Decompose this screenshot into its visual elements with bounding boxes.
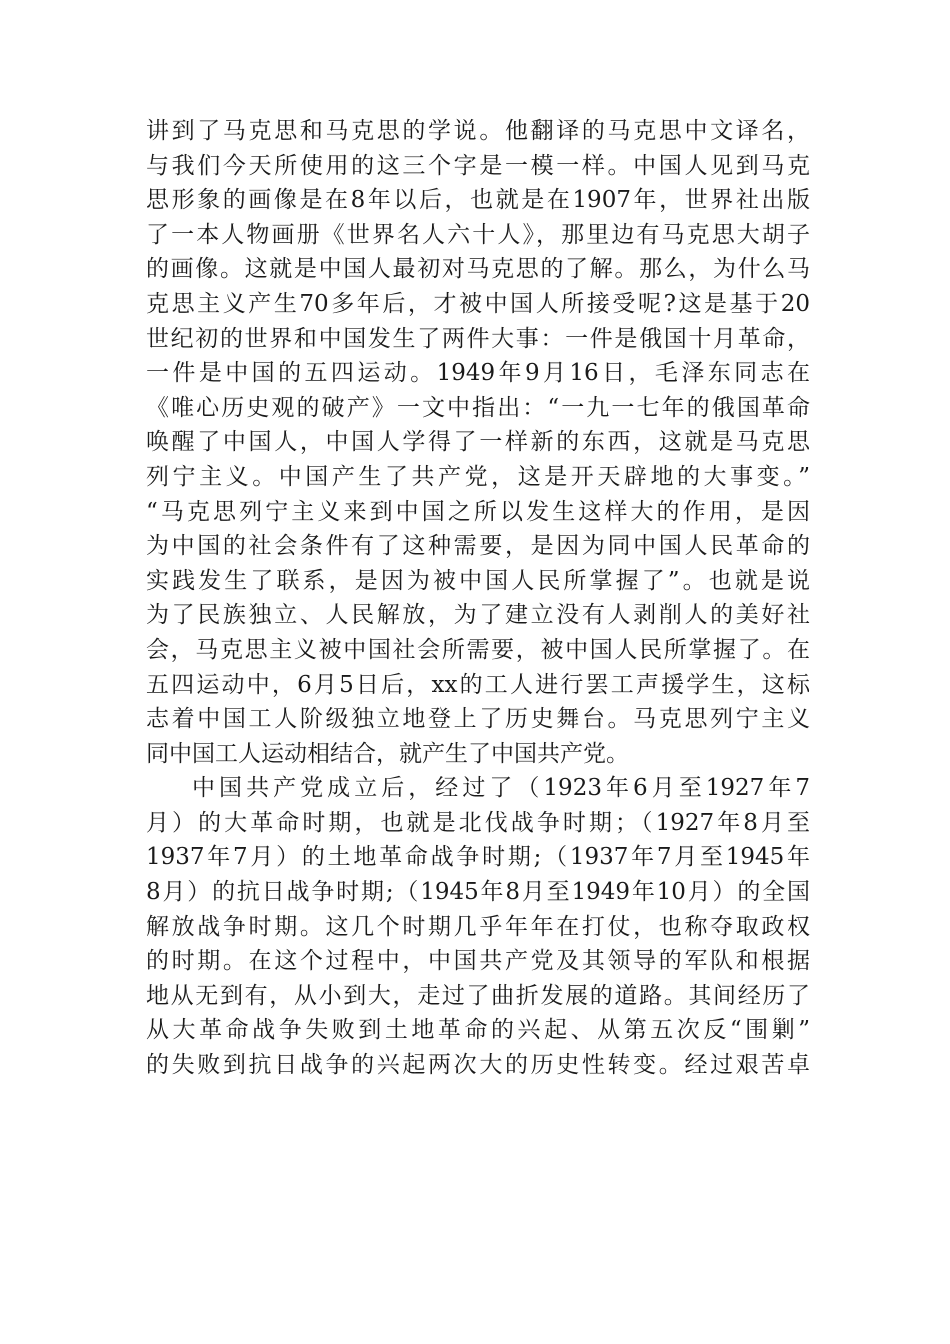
text-line: 列宁主义。中国产生了共产党，这是开天辟地的大事变。” <box>146 463 810 490</box>
text-line: 8月）的抗日战争时期;（1945年8月至1949年10月）的全国 <box>146 879 810 906</box>
text-line: 月）的大革命时期，也就是北伐战争时期；（1927年8月至 <box>146 809 810 836</box>
text-line: 五四运动中，6月5日后，xx的工人进行罢工声援学生，这标 <box>146 671 810 698</box>
text-line: 与我们今天所使用的这三个字是一模一样。中国人见到马克 <box>146 152 810 179</box>
text-line: 了一本人物画册《世界名人六十人》，那里边有马克思大胡子 <box>146 221 810 248</box>
text-line: 世纪初的世界和中国发生了两件大事：一件是俄国十月革命， <box>146 325 810 352</box>
text-line: 的时期。在这个过程中，中国共产党及其领导的军队和根据 <box>146 948 810 975</box>
text-line: 思形象的画像是在8年以后，也就是在1907年，世界社出版 <box>146 187 810 214</box>
text-line: 的失败到抗日战争的兴起两次大的历史性转变。经过艰苦卓 <box>146 1052 810 1079</box>
text-line: 1937年7月）的土地革命战争时期;（1937年7月至1945年 <box>146 844 810 871</box>
text-line: 会，马克思主义被中国社会所需要，被中国人民所掌握了。在 <box>146 636 810 663</box>
text-line: 讲到了马克思和马克思的学说。他翻译的马克思中文译名， <box>146 118 810 144</box>
text-line: 为了民族独立、人民解放，为了建立没有人剥削人的美好社 <box>146 602 810 629</box>
text-line: 志着中国工人阶级独立地登上了历史舞台。马克思列宁主义 <box>146 706 810 733</box>
text-line: 中国共产党成立后，经过了（1923年6月至1927年7 <box>192 775 810 802</box>
text-line: 从大革命战争失败到土地革命的兴起、从第五次反“围剿” <box>146 1017 810 1044</box>
text-line: “马克思列宁主义来到中国之所以发生这样大的作用，是因 <box>146 498 810 525</box>
text-line: 同中国工人运动相结合，就产生了中国共产党。 <box>146 740 629 767</box>
body-text <box>146 114 810 1083</box>
text-line: 《唯心历史观的破产》一文中指出：“一九一七年的俄国革命 <box>146 394 810 421</box>
text-line: 克思主义产生70多年后，才被中国人所接受呢?这是基于20 <box>146 290 810 317</box>
text-line: 实践发生了联系，是因为被中国人民所掌握了”。也就是说 <box>146 567 810 594</box>
text-line: 为中国的社会条件有了这种需要，是因为同中国人民革命的 <box>146 533 810 560</box>
text-line: 地从无到有，从小到大，走过了曲折发展的道路。其间经历了 <box>146 982 810 1009</box>
text-line: 解放战争时期。这几个时期几乎年年在打仗，也称夺取政权 <box>146 913 810 940</box>
text-line: 一件是中国的五四运动。1949年9月16日，毛泽东同志在 <box>146 360 810 387</box>
text-line: 的画像。这就是中国人最初对马克思的了解。那么，为什么马 <box>146 256 810 283</box>
text-line: 唤醒了中国人，中国人学得了一样新的东西，这就是马克思 <box>146 429 810 456</box>
